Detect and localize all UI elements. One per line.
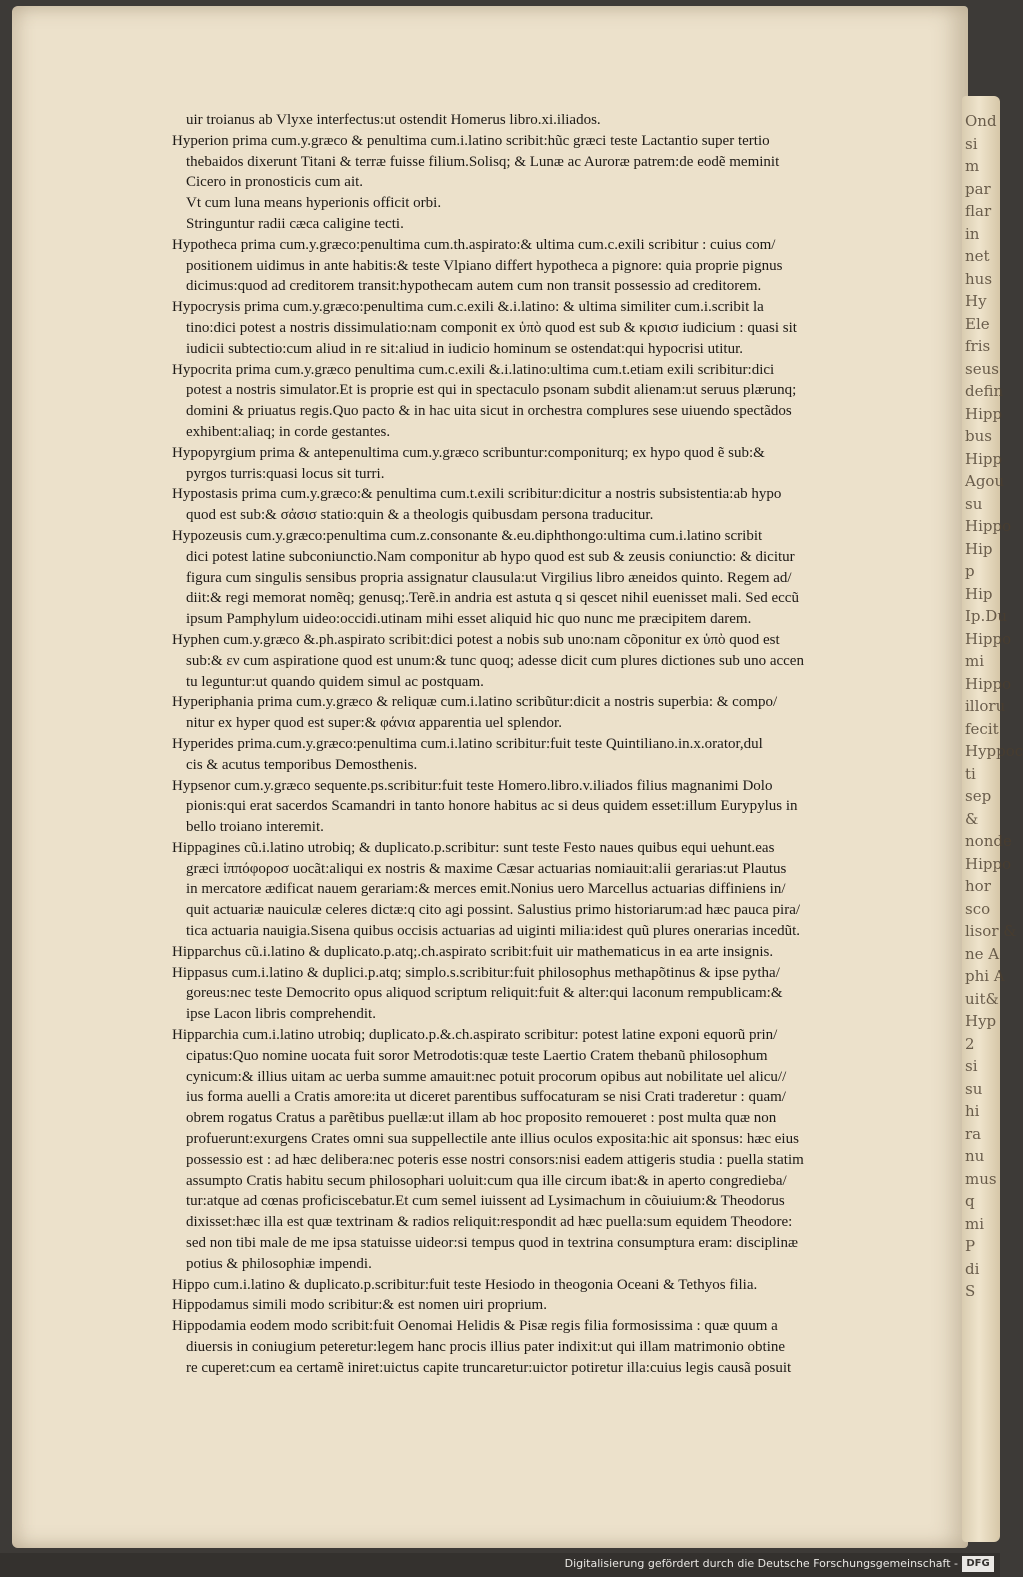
text-line: positionem uidimus in ante habitis:& teste Vlpiano differt hypotheca a pignore: quia proprie pignus: [186, 257, 783, 274]
text-line: tur:atque ad cœnas proficiscebatur.Et cum semel iuissent ad Lysimachum in cõuiuium:& Theodorus: [186, 1193, 785, 1210]
text-line: potius & philosophiæ impendi.: [186, 1255, 372, 1272]
text-line: diuersis in coniugium peteretur:legem hanc procis illius pater indixit:ut qui illam matrimonio obtine: [186, 1339, 786, 1356]
text-line: pyrgos turris:quasi locus sit turri.: [186, 465, 385, 482]
text-line: cis & acutus temporibus Demosthenis.: [186, 756, 418, 773]
text-line: ipse Lacon libris comprehendit.: [186, 1006, 376, 1023]
entry-heading-line: Hypostasis prima cum.y.græco:& penultima cum.t.exili scribitur:dicitur a nostris subsistentia:ab hypo: [172, 486, 782, 503]
dfg-logo: DFG: [962, 1556, 994, 1572]
entry-heading-line: Hippodamus simili modo scribitur:& est nomen uiri proprium.: [172, 1297, 547, 1314]
text-line: Cicero in pronosticis cum ait.: [186, 174, 364, 191]
text-line: dixisset:hæc illa est quæ textrinam & radios reliquit:respondit ad hæc puella:sum equidem Theodore:: [186, 1214, 793, 1231]
text-line: græci ἱππόφοροσ uocãt:aliqui ex nostris & maxime Cæsar actuarias nomiauit:alii gerarias:ut Plautus: [186, 860, 787, 877]
text-line: in mercatore ædificat nauem gerariam:& merces emit.Nonius uero Marcellus actuarias diffiniens in/: [186, 881, 786, 898]
entry-heading-line: Hypocrysis prima cum.y.græco:penultima cum.c.exili &.i.latino: & ultima similiter cum.i.scribit la: [172, 299, 764, 316]
page-text-block: [172, 110, 950, 1376]
entry-heading-line: Hipparchus cũ.i.latino & duplicato.p.atq;.ch.aspirato scribit:fuit uir mathematicus in ea arte insignis.: [172, 943, 774, 960]
text-line: exhibent:aliaq; in corde gestantes.: [186, 423, 391, 440]
text-line: nitur ex hyper quod est super:& φάνια apparentia uel splendor.: [186, 715, 562, 732]
text-line: goreus:nec teste Democrito opus aliquod scriptum reliquit:fuit & alter:qui laconum rempublicam:&: [186, 985, 783, 1002]
entry-heading-line: Hypsenor cum.y.græco sequente.ps.scribitur:fuit teste Homero.libro.v.iliados filius magnanimi Dolo: [172, 777, 773, 794]
text-line: domini & priuatus regis.Quo pacto & in hac uita sicut in orchestra complures sese uiuendo spectãdos: [186, 403, 792, 420]
next-page-edge: [962, 96, 1023, 1542]
text-line: quit actuariæ nauiculæ celeres dictæ:q cito agi possint. Salustius primo historiarum:ad hæc pauca pira/: [186, 902, 801, 919]
entry-heading-line: Hypopyrgium prima & antepenultima cum.y.græco scribuntur:componiturq; ex hypo quod ẽ sub:&: [172, 444, 765, 461]
text-line: assumpto Cratis habitu secum philosophari uoluit:cum qua ille circum ibat:& in aperto congredieba/: [186, 1172, 787, 1189]
footer-bar: [0, 1553, 1000, 1577]
entry-heading-line: Hyperides prima.cum.y.græco:penultima cum.i.latino scribitur:fuit teste Quintiliano.in.x.orator,dul: [172, 735, 763, 752]
text-line: Vt cum luna means hyperionis officit orbi.: [186, 195, 442, 212]
entry-heading-line: Hippo cum.i.latino & duplicato.p.scribitur:fuit teste Hesiodo in theogonia Oceani & Tethyos filia.: [172, 1276, 758, 1293]
text-line: tica actuaria nauigia.Sisena quibus occisis actuarias ad uiginti milia:idest quũ plures onerarias incedũt.: [186, 923, 800, 940]
text-line: iudicii subtectio:cum aliud in re sit:aliud in iudicio hominum se ostendat:qui hypocrisi utitur.: [186, 340, 744, 357]
text-line: sed non tibi male de me ipsa statuisse uideor:si tempus quod in textrina consumptura eram: disciplinæ: [186, 1235, 798, 1252]
text-line: profuerunt:exurgens Crates omni sua suppellectile ante illius oculos exposita:hic ait sponsus: hæc eius: [186, 1131, 799, 1148]
text-line: obrem rogatus Cratus a parẽtibus puellæ:ut illam ab hoc proposito remoueret : post multa quæ non: [186, 1110, 777, 1127]
entry-heading-line: Hypotheca prima cum.y.græco:penultima cum.th.aspirato:& ultima cum.c.exili scribitur : cuius com/: [172, 236, 776, 253]
text-line: ipsum Pamphylum uideo:occidi.utinam mihi esset aliquid hic quo nunc me præcipitem darem.: [186, 611, 752, 628]
entry-heading-line: Hippasus cum.i.latino & duplici.p.atq; simplo.s.scribitur:fuit philosophus methapõtinus & ipse pytha/: [172, 964, 780, 981]
next-page-edge-text: Ond si m par flar in net hus Hy Ele fris seus defin Hipp bus Hipp Agou su Hippo Hip p Hip Ip.Du Hippo mi Hippo illoru fecit Hyppoc ti sep & nonde Hippo hor sco lisor & ne A phi A uit& Hyp 2 si su hi ra nu mus q mi P di S: [965, 112, 1023, 1300]
entry-heading-line: Hypozeusis cum.y.græco:penultima cum.z.consonante &.eu.diphthongo:ultima cum.i.latino scribit: [172, 527, 763, 544]
entry-heading-line: Hyperion prima cum.y.græco & penultima cum.i.latino scribit:hũc græci teste Lactantio super tertio: [172, 132, 770, 149]
text-line: thebaidos dixerunt Titani & terræ fuisse filium.Solisq; & Lunæ ac Auroræ patrem:de eodẽ meminit: [186, 153, 780, 170]
entry-heading-line: Hipparchia cum.i.latino utrobiq; duplicato.p.&.ch.aspirato scribitur: potest latine exponi equorũ prin/: [172, 1027, 778, 1044]
entry-heading-line: Hippagines cũ.i.latino utrobiq; & duplicato.p.scribitur: sunt teste Festo naues quibus equi uehunt.eas: [172, 839, 775, 856]
text-line: dicimus:quod ad creditorem transit:hypothecam autem cum non transit possessio ad creditorem.: [186, 278, 762, 295]
entry-heading-line: Hyperiphania prima cum.y.græco & reliquæ cum.i.latino scribũtur:dicit a nostris superbia: & compo/: [172, 694, 778, 711]
text-line: uir troianus ab Vlyxe interfectus:ut ostendit Homerus libro.xi.iliados.: [186, 112, 601, 128]
funding-credit: Digitalisierung gefördert durch die Deutsche Forschungsgemeinschaft -: [564, 1557, 958, 1570]
text-line: Stringuntur radii cæca caligine tecti.: [186, 215, 404, 232]
text-line: figura cum singulis sensibus propria assignatur clausula:ut Virgilius libro æneidos quinto. Regem ad/: [186, 569, 792, 586]
text-line: tino:dici potest a nostris dissimulatio:nam componit ex ὑπὸ quod est sub & κρισισ iudicium : quasi sit: [186, 319, 797, 336]
text-line: cipatus:Quo nomine uocata fuit soror Metrodotis:quæ teste Laertio Cratem thebanũ philosophum: [186, 1047, 768, 1064]
text-line: bello troiano interemit.: [186, 819, 324, 836]
text-line: possessio est : ad hæc delibera:nec poteris esse nostri consors:nisi eadem attigeris studia : puella statim: [186, 1151, 804, 1168]
entry-heading-line: Hyphen cum.y.græco &.ph.aspirato scribit:dici potest a nobis sub uno:nam cõponitur ex ὑπὸ quod est: [172, 631, 780, 648]
text-line: pionis:qui erat sacerdos Scamandri in tanto honore habitus ac si deus quidem esset:illum Eurypylus in: [186, 798, 798, 815]
text-line: tu leguntur:ut quando quidem simul ac postquam.: [186, 673, 484, 690]
text-line: quod est sub:& σἀσισ statio:quin & a theologis quibusdam persona traducitur.: [186, 507, 654, 524]
text-line: potest a nostris simulator.Et is proprie est qui in spectaculo psonam subdit alienam:ut seruus plærunq;: [186, 382, 797, 399]
text-line: diit:& regi memorat nomẽq; genusq;.Terẽ.in andria est astuta q si qescet nihil euenisset mali. Sed eccũ: [186, 590, 799, 607]
entry-heading-line: Hypocrita prima cum.y.græco penultima cum.c.exili &.i.latino:ultima cum.t.etiam exili scribitur:dici: [172, 361, 775, 378]
text-line: re cuperet:cum ea certamẽ iniret:uictus capite truncaretur:uictor potiretur illa:cuius legis causã posuit: [186, 1359, 792, 1376]
entry-heading-line: Hippodamia eodem modo scribit:fuit Oenomai Helidis & Pisæ regis filia formosissima : quæ quum a: [172, 1318, 778, 1335]
text-line: cynicum:& illius uitam ac uerba summe amauit:nec potuit procorum opibus aut nobilitate uel alicu//: [186, 1068, 787, 1085]
text-line: ius forma auelli a Cratis amore:ita ut diceret parentibus suffocaturam se nisi Crati traderetur : quam/: [186, 1089, 786, 1106]
text-line: sub:& εν cum aspiratione quod est unum:& tunc quoq; adesse dicit cum plures dictiones sub uno accen: [186, 652, 804, 669]
text-line: dici potest latine subconiunctio.Nam componitur ab hypo quod est sub & zeusis coniunctio: & dicitur: [186, 548, 795, 565]
